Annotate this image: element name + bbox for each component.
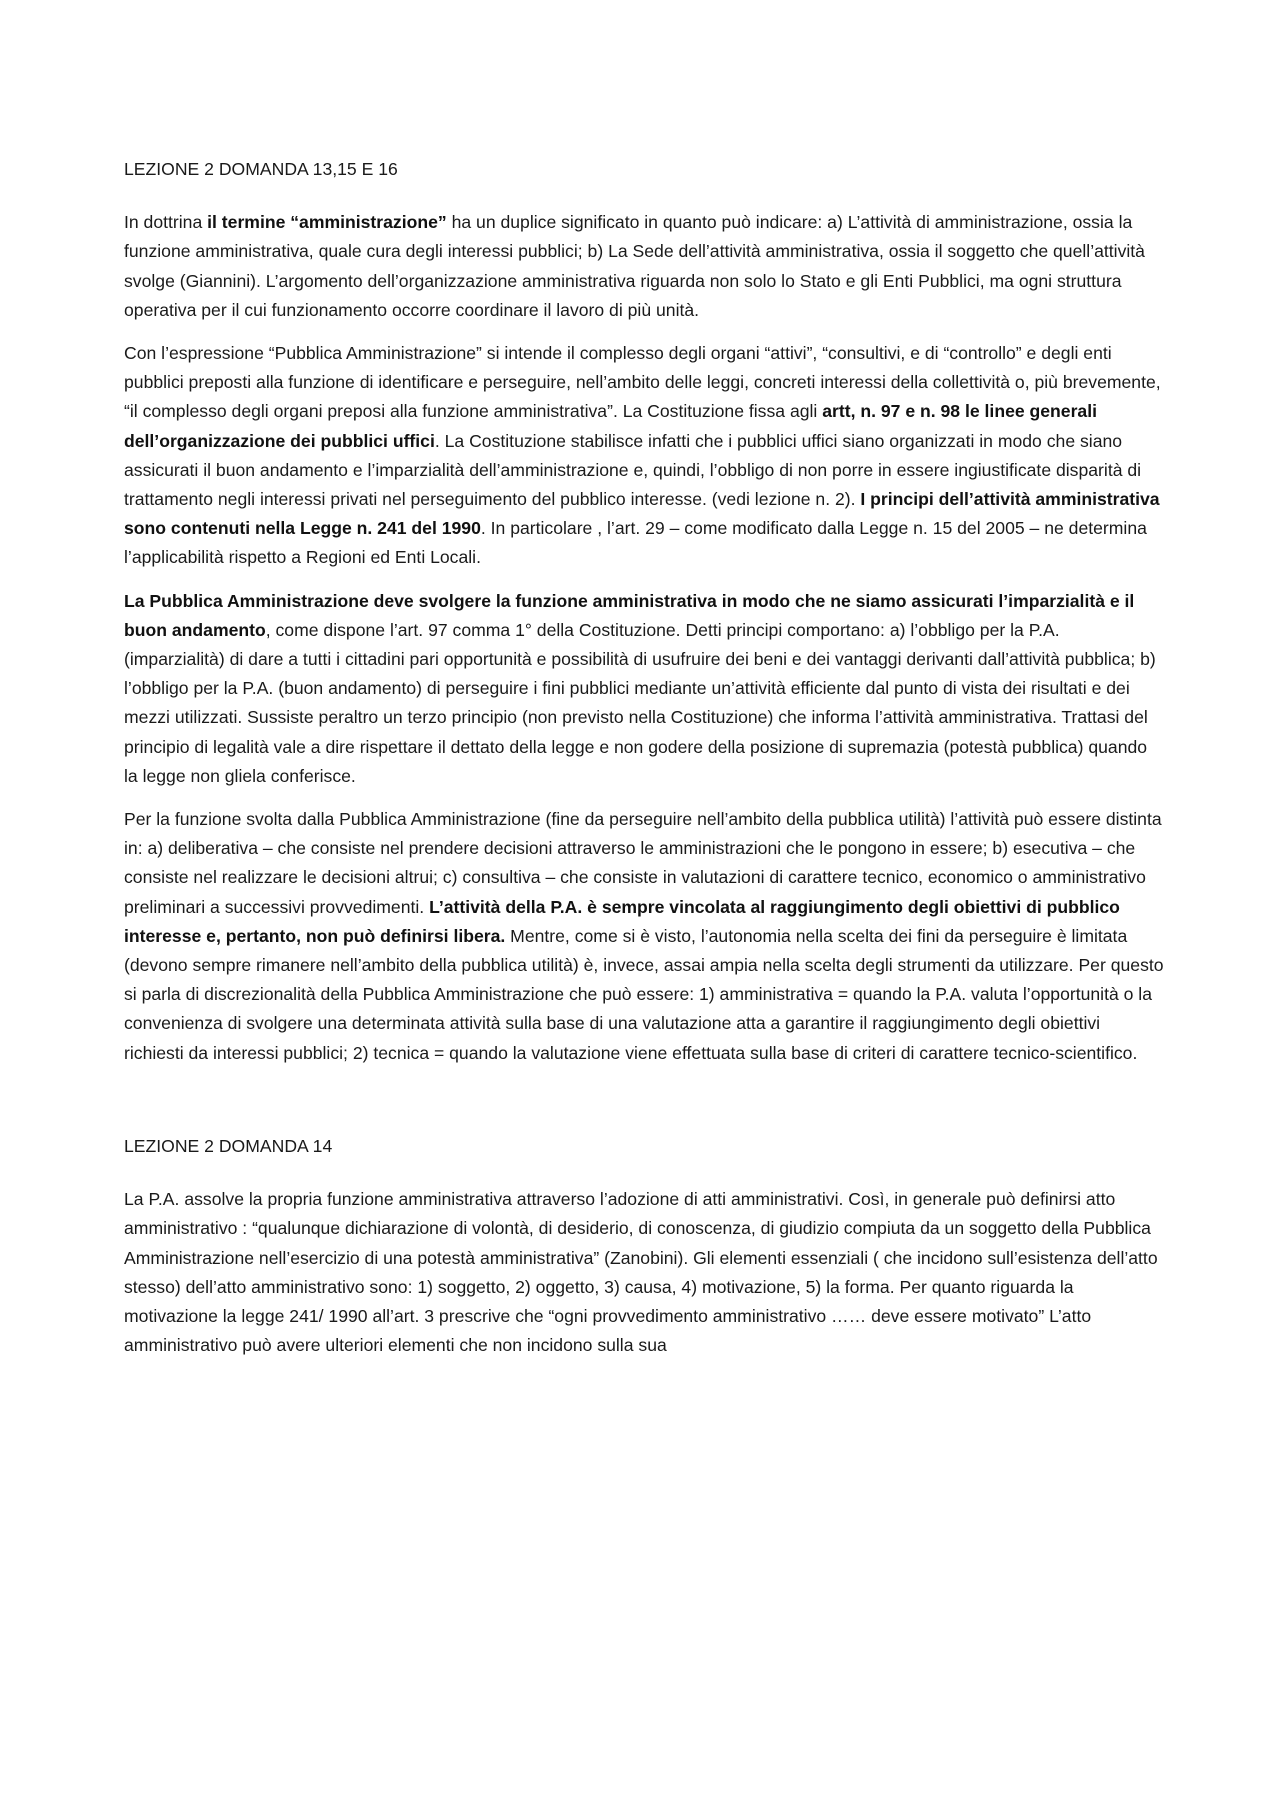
paragraph (124, 805, 1164, 1068)
text-run: , come dispone l’art. 97 comma 1° della Costituzione. Detti principi comportano: a) l’obbligo per la P.A. (imparzialità) di dare a tutti i cittadini pari opportunità e possibilità di usufruire dei beni e dei vantaggi derivanti dall’attività pubblica; b) l’obbligo per la P.A. (buon andamento) di perseguire i fini pubblici mediante un’attività efficiente dal punto di vista dei risultati e dei mezzi utilizzati. Sussiste peraltro un terzo principio (non previsto nella Costituzione) che informa l’attività amministrativa. Trattasi del principio di legalità vale a dire rispettare il dettato della legge e non godere della posizione di supremazia (potestà pubblica) quando la legge non gliela conferisce. (124, 619, 1156, 786)
section-1 (124, 155, 1164, 1068)
text-run: Con l’espressione “Pubblica Amministrazione” si intende il complesso degli organi “attivi”, “consultivi, e di “controllo” e degli enti pubblici preposti alla funzione di identificare e perseguire, nell’ambito delle leggi, concreti interessi della collettività o, più brevemente, “il complesso degli organi preposi alla funzione amministrativa”. La Costituzione fissa agli (124, 343, 1161, 422)
text-run: Mentre, come si è visto, l’autonomia nella scelta dei fini da perseguire è limitata (devono sempre rimanere nell’ambito della pubblica utilità) è, invece, assai ampia nella scelta degli strumenti da utilizzare. Per questo si parla di discrezionalità della Pubblica Amministrazione che può essere: 1) amministrativa = quando la P.A. valuta l’opportunità o la convenienza di svolgere una determinata attività sulla base di una valutazione atta a garantire il raggiungimento degli obiettivi richiesti da interessi pubblici; 2) tecnica = quando la valutazione viene effettuata sulla base di criteri di carattere tecnico-scientifico. (124, 925, 1164, 1063)
bold-text-run: artt, n. 97 e n. 98 le linee generali dell’organizzazione dei pubblici uffici (124, 401, 1097, 451)
bold-text-run: il termine “amministrazione” (207, 212, 447, 233)
bold-text-run: I principi dell’attività amministrativa sono contenuti nella Legge n. 241 del 1990 (124, 489, 1160, 539)
text-run: La P.A. assolve la propria funzione amministrativa attraverso l’adozione di atti amministrativi. Così, in generale può definirsi atto amministrativo : “qualunque dichiarazione di volontà, di desiderio, di conoscenza, di giudizio compiuta da un soggetto della Pubblica Amministrazione nell’esercizio di una potestà amministrativa” (Zanobini). Gli elementi essenziali ( che incidono sull’esistenza dell’atto stesso) dell’atto amministrativo sono: 1) soggetto, 2) oggetto, 3) causa, 4) motivazione, 5) la forma. Per quanto riguarda la motivazione la legge 241/ 1990 all’art. 3 prescrive che “ogni provvedimento amministrativo …… deve essere motivato” L’atto amministrativo può avere ulteriori elementi che non incidono sulla sua (124, 1189, 1158, 1356)
text-run: In dottrina (124, 212, 208, 233)
section-heading: LEZIONE 2 DOMANDA 13,15 E 16 (124, 159, 398, 179)
document-page (124, 155, 1164, 1374)
section-heading: LEZIONE 2 DOMANDA 14 (124, 1135, 333, 1156)
text-run: Per la funzione svolta dalla Pubblica Amministrazione (fine da perseguire nell’ambito della pubblica utilità) l’attività può essere distinta in: a) deliberativa – che consiste nel prendere decisioni attraverso le amministrazioni che le pongono in essere; b) esecutiva – che consiste nel realizzare le decisioni altrui; c) consultiva – che consiste in valutazioni di carattere tecnico, economico o amministrativo preliminari a successivi provvedimenti. (124, 809, 1162, 917)
paragraph (124, 339, 1164, 573)
bold-text-run: La Pubblica Amministrazione deve svolgere la funzione amministrativa in modo che ne siamo assicurati l’imparzialità e il buon andamento (124, 590, 1135, 640)
paragraph (124, 587, 1164, 791)
bold-text-run: L’attività della P.A. è sempre vincolata al raggiungimento degli obiettivi di pubblico interesse e, pertanto, non può definirsi libera. (124, 896, 1120, 946)
text-run: . La Costituzione stabilisce infatti che i pubblici uffici siano organizzati in modo che siano assicurati il buon andamento e l’imparzialità dell’amministrazione e, quindi, l’obbligo di non porre in essere ingiustificate disparità di trattamento negli interessi privati nel perseguimento del pubblico interesse. (vedi lezione n. 2). (124, 430, 1142, 510)
text-run: ha un duplice significato in quanto può indicare: a) L’attività di amministrazione, ossia la funzione amministrativa, quale cura degli interessi pubblici; b) La Sede dell’attività amministrativa, ossia il soggetto che quell’attività svolge (Giannini). L’argomento dell’organizzazione amministrativa riguarda non solo lo Stato e gli Enti Pubblici, ma ogni struttura operativa per il cui funzionamento occorre coordinare il lavoro di più unità. (124, 212, 1145, 320)
section-2 (124, 1132, 1164, 1360)
text-run: . In particolare , l’art. 29 – come modificato dalla Legge n. 15 del 2005 – ne determina l’applicabilità rispetto a Regioni ed Enti Locali. (124, 518, 1147, 568)
section-spacer (124, 1082, 1164, 1132)
paragraph (124, 1185, 1164, 1360)
paragraph (124, 208, 1164, 325)
